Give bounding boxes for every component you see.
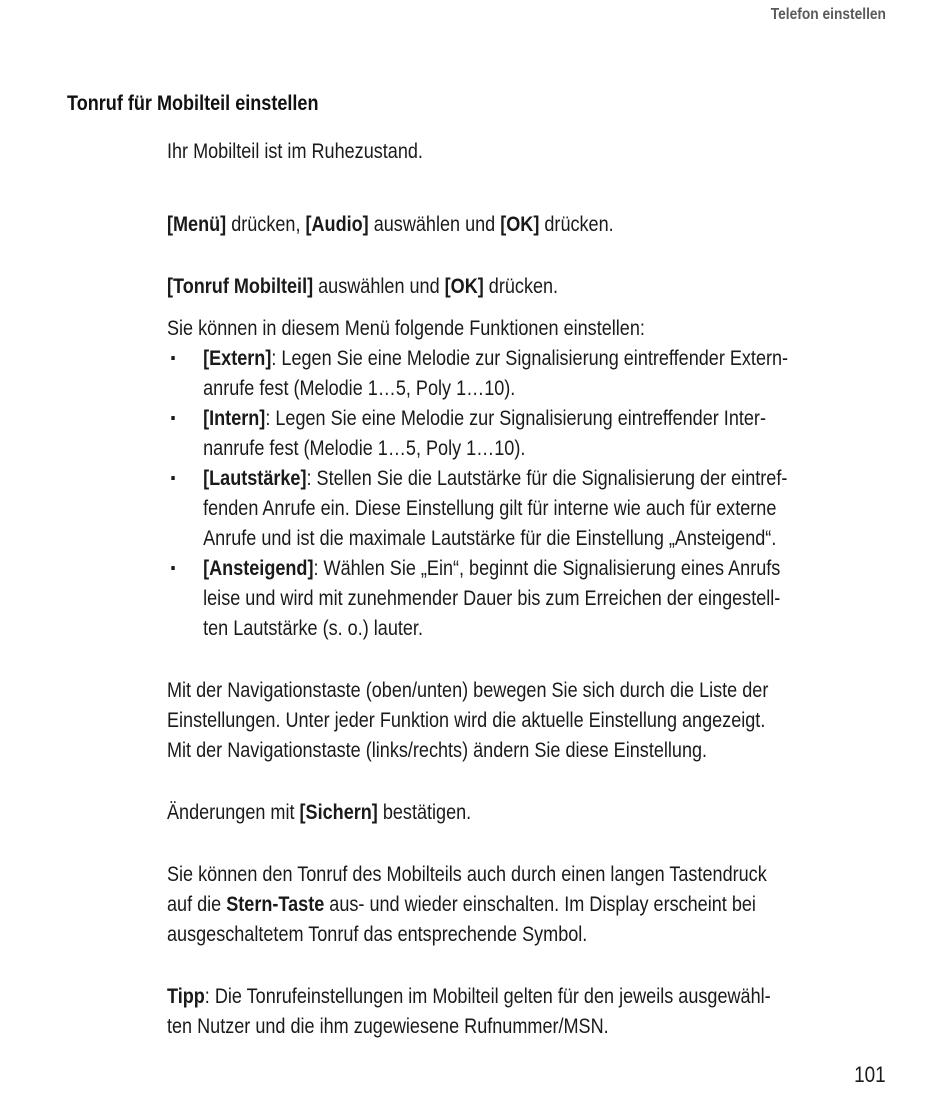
spacer <box>167 240 881 272</box>
spacer <box>167 766 881 798</box>
ok-key-label: [OK] <box>500 213 540 236</box>
spacer <box>167 950 881 982</box>
bullet-label: [Lautstärke] <box>203 467 307 490</box>
sichern-key-label: [Sichern] <box>299 801 378 824</box>
menu-key-label: [Menü] <box>167 213 227 236</box>
section-title: Tonruf für Mobilteil einstellen <box>67 92 319 115</box>
bullet-icon: ▪ <box>170 410 176 427</box>
functions-intro: Sie können in diesem Menü folgende Funktionen einstellen: <box>167 317 645 340</box>
document-body <box>167 137 881 1042</box>
audio-option-label: [Audio] <box>305 213 369 236</box>
bullet-label: [Ansteigend] <box>203 557 314 580</box>
running-header: Telefon einstellen <box>770 6 886 23</box>
list-item-lautstaerke: ▪ [Lautstärke]: Stellen Sie die Lautstärke für die Signalisierung der eintref- fenden Anrufe ein. Diese Einstellung gilt für interne wie auch für externe Anrufe und ist die maximale Lautstärke für die Einstellung „Ansteigend“. <box>167 464 881 554</box>
star-key-label: Stern-Taste <box>226 893 325 916</box>
navigation-line-2: Einstellungen. Unter jeder Funktion wird die aktuelle Einstellung angezeigt. <box>167 709 766 732</box>
navigation-line-1: Mit der Navigationstaste (oben/unten) bewegen Sie sich durch die Liste der <box>167 679 769 702</box>
tonruf-option-label: [Tonruf Mobilteil] <box>167 275 314 298</box>
bullet-icon: ▪ <box>170 560 176 577</box>
step-menu-audio: [Menü] drücken, [Audio] auswählen und [OK] drücken. <box>167 213 614 236</box>
spacer <box>167 828 881 860</box>
bullet-icon: ▪ <box>170 350 176 367</box>
tip-label: Tipp <box>167 985 205 1008</box>
page-number: 101 <box>854 1062 886 1087</box>
star-key-line-3: ausgeschaltetem Tonruf das entsprechende Symbol. <box>167 923 588 946</box>
navigation-line-3: Mit der Navigationstaste (links/rechts) ändern Sie diese Einstellung. <box>167 739 708 762</box>
spacer <box>167 644 881 676</box>
step-tonruf: [Tonruf Mobilteil] auswählen und [OK] drücken. <box>167 275 559 298</box>
star-key-line-1: Sie können den Tonruf des Mobilteils auch durch einen langen Tastendruck <box>167 863 767 886</box>
intro-text: Ihr Mobilteil ist im Ruhezustand. <box>167 140 423 163</box>
bullet-label: [Extern] <box>203 347 272 370</box>
spacer <box>167 167 881 210</box>
tip-line-2: ten Nutzer und die ihm zugewiesene Rufnummer/MSN. <box>167 1015 609 1038</box>
star-key-line-2: auf die Stern-Taste aus- und wieder einschalten. Im Display erscheint bei <box>167 893 756 916</box>
tip-line-1: Tipp: Die Tonrufeinstellungen im Mobilteil gelten für den jeweils ausgewähl- <box>167 985 771 1008</box>
function-list <box>167 344 881 644</box>
list-item-ansteigend: ▪ [Ansteigend]: Wählen Sie „Ein“, beginnt die Signalisierung eines Anrufs leise und wird mit zunehmender Dauer bis zum Erreichen der eingestell- ten Lautstärke (s. o.) lauter. <box>167 554 881 644</box>
spacer <box>167 302 881 314</box>
bullet-label: [Intern] <box>203 407 266 430</box>
ok-key-label: [OK] <box>444 275 484 298</box>
bullet-icon: ▪ <box>170 470 176 487</box>
list-item-extern: ▪ [Extern]: Legen Sie eine Melodie zur Signalisierung eintreffender Extern- anrufe fest (Melodie 1…5, Poly 1…10). <box>167 344 881 404</box>
save-instruction: Änderungen mit [Sichern] bestätigen. <box>167 801 472 824</box>
list-item-intern: ▪ [Intern]: Legen Sie eine Melodie zur Signalisierung eintreffender Inter- nanrufe fest (Melodie 1…5, Poly 1…10). <box>167 404 881 464</box>
